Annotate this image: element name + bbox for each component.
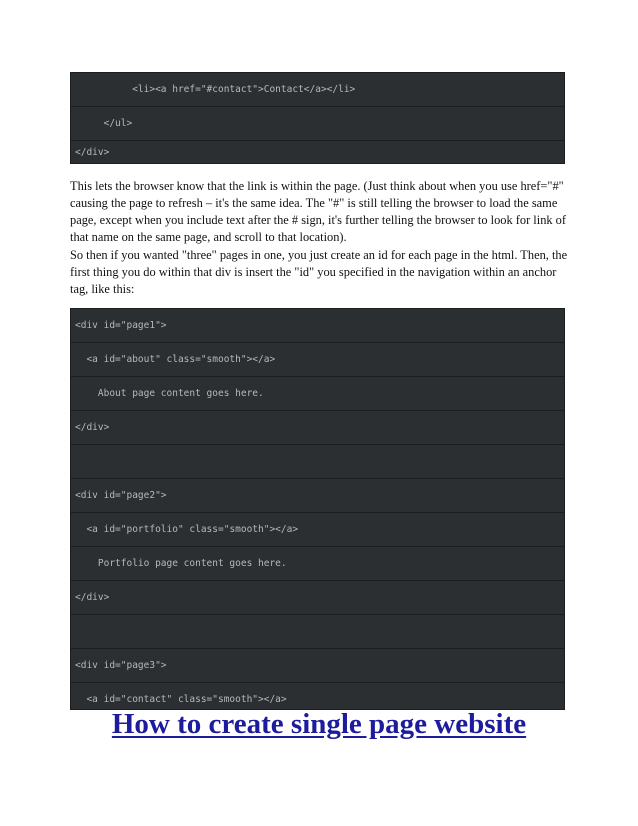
code-line: <a id="about" class="smooth"></a> — [71, 343, 564, 377]
code-line: <a id="contact" class="smooth"></a> — [75, 694, 287, 705]
code-line — [71, 445, 564, 479]
code-line: </div> — [75, 147, 110, 158]
code-block-top — [70, 72, 565, 164]
code-line: </div> — [71, 581, 564, 615]
code-line: </ul> — [71, 107, 564, 141]
code-line: <div id="page2"> — [71, 479, 564, 513]
paragraph-instructions: So then if you wanted "three" pages in one, you just create an id for each page in the html. Then, the first thing you do within that div is insert the "id" you specified in the navigation within an anchor tag, like this: — [70, 248, 568, 296]
code-line — [71, 615, 564, 649]
code-line: Portfolio page content goes here. — [71, 547, 564, 581]
code-line: <a id="portfolio" class="smooth"></a> — [71, 513, 564, 547]
code-line: About page content goes here. — [71, 377, 564, 411]
code-line: </div> — [71, 411, 564, 445]
code-line: <div id="page1"> — [71, 309, 564, 343]
footer-title: How to create single page website — [111, 708, 527, 740]
code-line: <div id="page3"> — [71, 649, 564, 683]
code-line: <li><a href="#contact">Contact</a></li> — [71, 73, 564, 107]
code-block-pages — [70, 308, 565, 710]
paragraph-explanation: This lets the browser know that the link is within the page. (Just think about when you use href="#" causing the page to refresh – it's the same idea. The "#" is still telling the browser to load the same page, except when you include text after the # sign, it's further telling the browser to look for link of that name on the same page, and scroll to that location). — [70, 179, 567, 244]
